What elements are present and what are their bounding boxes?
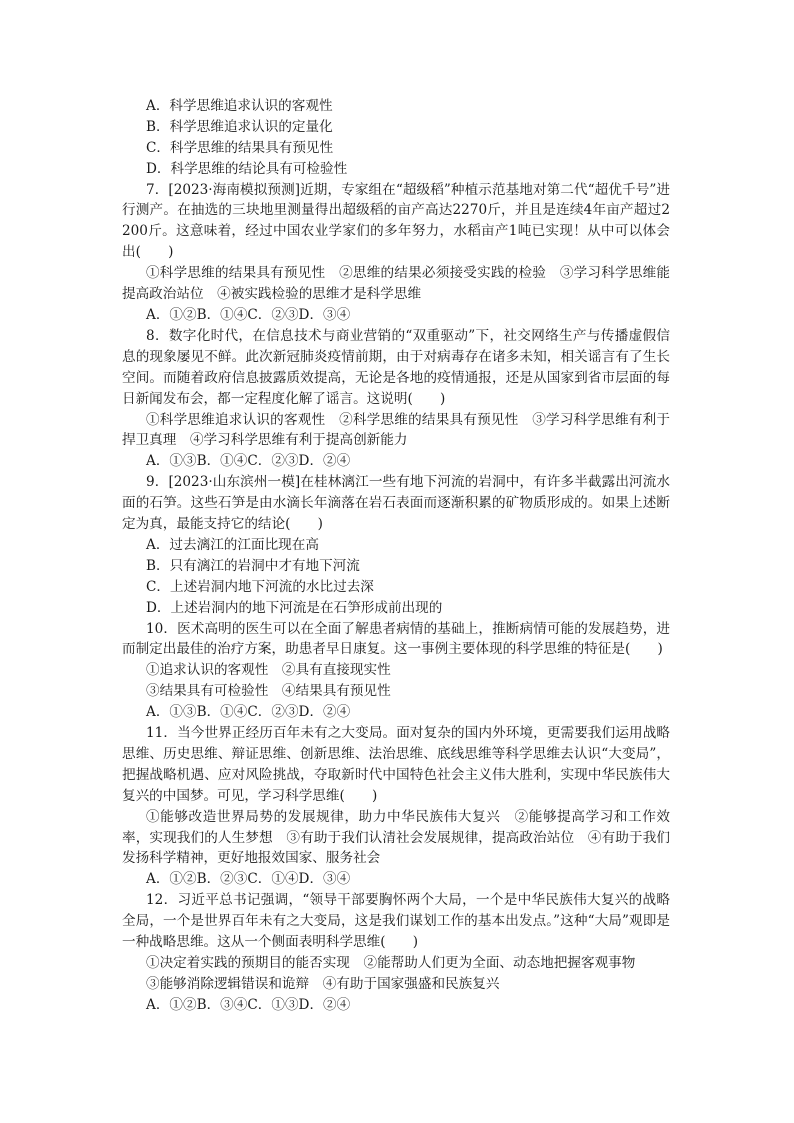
question-9 <box>122 472 670 618</box>
option-b: B．科学思维追求认识的定量化 <box>146 118 333 135</box>
option-a: A．科学思维追求认识的客观性 <box>146 98 333 114</box>
option-d: D．上述岩洞内的地下河流是在石笋形成前出现的 <box>146 599 443 616</box>
option-c: C．上述岩洞内地下河流的水比过去深 <box>146 578 374 595</box>
question-statements: ①科学思维的结果具有预见性 ②思维的结果必须接受实践的检验 ③学习科学思维能提高政治站位 ④被实践检验的思维才是科学思维 <box>122 265 670 303</box>
answer-choices: A．①③B．①④C．②③D．②④ <box>146 453 351 470</box>
question-stem: 12．习近平总书记强调，“领导干部要胸怀两个大局，一个是中华民族伟大复兴的战略全局，一个是世界百年未有之大变局，这是我们谋划工作的基本出发点。”这种“大局”观即是一种战略思维。这从一个侧面表明科学思维( ) <box>122 892 670 951</box>
question-stem: 10．医术高明的医生可以在全面了解患者病情的基础上，推断病情可能的发展趋势，进而制定出最佳的治疗方案，助患者早日康复。这一事例主要体现的科学思维的特征是( ) <box>122 620 670 658</box>
option-c: C．科学思维的结果具有预见性 <box>146 139 334 156</box>
question-statements: ①科学思维追求认识的客观性 ②科学思维的结果具有预见性 ③学习科学思维有利于捍卫真理 ④学习科学思维有利于提高创新能力 <box>122 411 670 449</box>
answer-choices: A．①②B．①④C．②③D．③④ <box>146 307 351 323</box>
option-d: D．科学思维的结论具有可检验性 <box>146 160 348 177</box>
question-6-options <box>122 96 670 180</box>
question-stem: 9．[2023·山东滨州一模]在桂林漓江一些有地下河流的岩洞中，有许多半截露出河流水面的石笋。这些石笋是由水滴长年滴落在岩石表面而逐渐积累的矿物质形成的。如果上述断定为真，最能支持它的结论( ) <box>122 474 670 533</box>
question-statements: ①能够改造世界局势的发展规律，助力中华民族伟大复兴 ②能够提高学习和工作效率，实现我们的人生梦想 ③有助于我们认清社会发展规律，提高政治站位 ④有助于我们发扬科学精神，更好地报效国家、服务社会 <box>122 808 670 867</box>
question-stem: 7．[2023·海南模拟预测]近期，专家组在“超级稻”种植示范基地对第二代“超优千号”进行测产。在抽选的三块地里测量得出超级稻的亩产高达2270斤，并且是连续4年亩产超过2200斤。这意味着，经过中国农业学家们的多年努力，水稻亩产1吨已实现！从中可以体会出( ) <box>122 181 670 261</box>
question-statements: ①追求认识的客观性 ②具有直接现实性 <box>146 662 391 679</box>
question-statements: ③能够消除逻辑错误和诡辩 ④有助于国家强盛和民族复兴 <box>146 975 500 992</box>
question-8 <box>122 326 670 472</box>
option-a: A．过去漓江的江面比现在高 <box>146 536 319 553</box>
question-statements: ③结果具有可检验性 ④结果具有预见性 <box>146 683 391 700</box>
question-stem: 11．当今世界正经历百年未有之大变局。面对复杂的国内外环境，更需要我们运用战略思维、历史思维、辩证思维、创新思维、法治思维、底线思维等科学思维去认识“大变局”，把握战略机遇、应对风险挑战，夺取新时代中国特色社会主义伟大胜利，实现中华民族伟大复兴的中国梦。可见，学习科学思维( ) <box>122 724 670 804</box>
option-b: B．只有漓江的岩洞中才有地下河流 <box>146 557 360 574</box>
question-12 <box>122 890 670 1015</box>
question-11 <box>122 723 670 890</box>
answer-choices: A．①②B．②③C．①④D．③④ <box>146 871 351 888</box>
question-10 <box>122 619 670 723</box>
answer-choices: A．①③B．①④C．②③D．②④ <box>146 704 351 721</box>
answer-choices: A．①②B．③④C．①③D．②④ <box>146 996 351 1013</box>
question-statements: ①决定着实践的预期目的能否实现 ②能帮助人们更为全面、动态地把握客观事物 <box>146 954 636 971</box>
question-stem: 8．数字化时代，在信息技术与商业营销的“双重驱动”下，社交网络生产与传播虚假信息的现象屡见不鲜。此次新冠肺炎疫情前期，由于对病毒存在诸多未知，相关谣言有了生长空间。而随着政府信息披露质效提高，无论是各地的疫情通报，还是从国家到省市层面的每日新闻发布会，都一定程度化解了谣言。这说明( ) <box>122 327 670 407</box>
question-7 <box>122 180 670 326</box>
document-page <box>122 96 670 1016</box>
